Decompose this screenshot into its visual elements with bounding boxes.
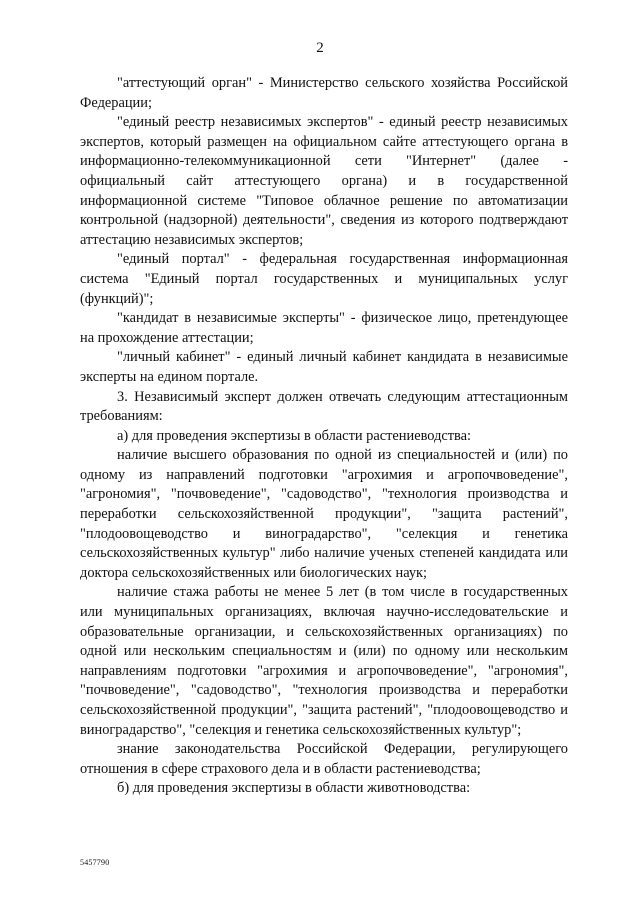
paragraph-definition-unified-portal: "единый портал" - федеральная государственная информационная система "Единый портал государственных и муниципальных услуг (функций)"; (80, 251, 568, 307)
paragraph-definition-expert-registry: "единый реестр независимых экспертов" - единый реестр независимых экспертов, который размещен на официальном сайте аттестующего органа в информационно-телекоммуникационной сети "Интернет" (далее - официальный сайт аттестующего органа) и в государственной информационной системе "Типовое облачное решение по автоматизации контрольной (надзорной) деятельности", сведения из которого подтверждают аттестацию независимых экспертов; (80, 114, 568, 248)
paragraph-definition-attesting-body: "аттестующий орган" - Министерство сельского хозяйства Российской Федерации; (80, 75, 568, 111)
document-body (80, 74, 568, 799)
paragraph-legislation-knowledge: знание законодательства Российской Федерации, регулирующего отношения в сфере страхового дела и в области растениеводства; (80, 741, 568, 777)
paragraph-definition-personal-account: "личный кабинет" - единый личный кабинет кандидата в независимые эксперты на едином портале. (80, 349, 568, 385)
paragraph-education-requirement: наличие высшего образования по одной из специальностей и (или) по одному из направлений подготовки "агрохимия и агропочвоведение", "агрономия", "почвоведение", "садоводство", "технология производства и переработки сельскохозяйственной продукции", "защита растений", "плодоовощеводство и виноградарство", "селекция и генетика сельскохозяйственных культур" либо наличие ученых степеней кандидата или доктора сельскохозяйственных или биологических наук; (80, 447, 568, 581)
paragraph-experience-requirement: наличие стажа работы не менее 5 лет (в том числе в государственных или муниципальных организациях, включая научно-исследовательские и образовательные организации, и сельскохозяйственных организациях) по одной или нескольким специальностям и (или) по одному или нескольким направлениям подготовки "агрохимия и агропочвоведение", "агрономия", "почвоведение", "садоводство", "технология производства и переработки сельскохозяйственной продукции", "защита растений", "плодоовощеводство и виноградарство", "селекция и генетика сельскохозяйственных культур"; (80, 584, 568, 738)
footer-document-code: 5457790 (80, 858, 110, 867)
page-number: 2 (316, 40, 324, 56)
paragraph-subsection-a: а) для проведения экспертизы в области растениеводства: (117, 427, 472, 444)
paragraph-subsection-b: б) для проведения экспертизы в области животноводства: (117, 780, 471, 797)
paragraph-definition-candidate: "кандидат в независимые эксперты" - физическое лицо, претендующее на прохождение аттестации; (80, 310, 568, 346)
paragraph-section-3: 3. Независимый эксперт должен отвечать следующим аттестационным требованиям: (80, 388, 568, 425)
